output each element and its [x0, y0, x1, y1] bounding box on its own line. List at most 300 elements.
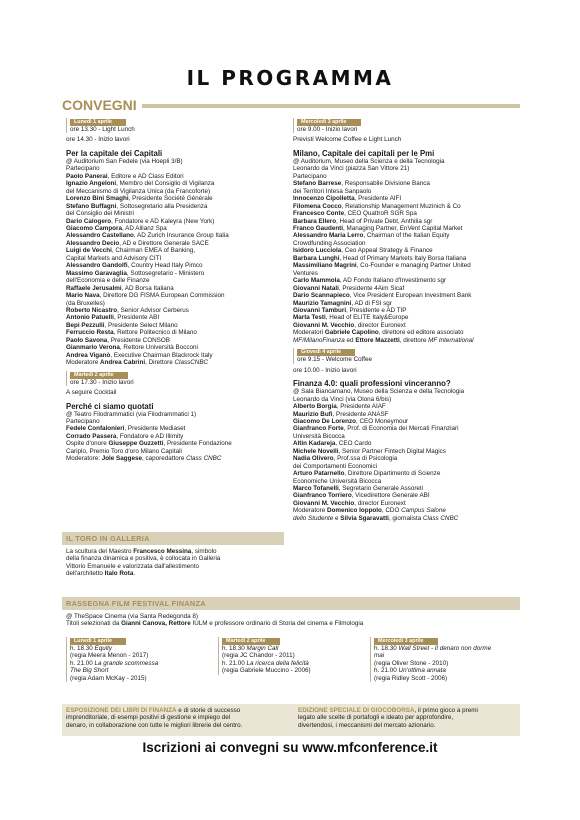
speaker-name: Maurizio Tamagnini — [293, 299, 352, 307]
speaker-name: Stefano Barrese — [293, 180, 342, 188]
speaker-role: , AD Fondo Italiano d'Investimento sgr — [339, 277, 447, 285]
day4-time-1: ore 9.15 - Welcome Coffee — [297, 356, 373, 364]
speaker-row — [66, 322, 286, 329]
day2-time-2: A seguire Cocktail — [66, 389, 117, 397]
film-line — [70, 675, 206, 682]
speaker-role: , Presidente ABI — [113, 314, 160, 322]
speaker-role: Ospite d'onore — [66, 440, 109, 448]
speaker-role: , Ceo Appeal Strategy & Finance — [341, 247, 433, 255]
speaker-name: Isidoro Lucciola — [293, 247, 342, 255]
toro-heading: IL TORO IN GALLERIA — [62, 532, 284, 545]
speaker-row — [66, 292, 286, 299]
expo-line — [66, 707, 288, 714]
speaker-role: , Country Head Italy Pimco — [127, 262, 203, 270]
film-day-box — [66, 637, 206, 682]
speaker-row — [293, 218, 513, 225]
day2-event-title: Perché ci siamo quotati — [66, 401, 154, 411]
speaker-row — [293, 418, 513, 425]
moderator-role: , giornalista — [388, 514, 423, 522]
expo-giocoborsa — [298, 707, 520, 729]
speaker-role: (da Bruxelles) — [66, 299, 105, 307]
speaker-name: Alessandro Decio — [66, 239, 120, 247]
speaker-row — [293, 448, 513, 455]
day3-speaker-list — [293, 180, 513, 329]
day3-time-2: Previsti Welcome Coffee e Light Lunch — [293, 136, 402, 144]
day4-block — [293, 348, 513, 363]
day1-moderator — [66, 359, 286, 366]
expo-heading: EDIZIONE SPECIALE DI GIOCOBORSA — [298, 707, 415, 714]
day2-venue: @ Teatro Filodrammatici (via Filodrammatici 1) — [66, 410, 197, 418]
speaker-row — [293, 440, 513, 447]
toro-text-part: La scultura del Maestro — [66, 548, 134, 555]
speaker-row — [66, 270, 286, 277]
speaker-name: Giacomo De Lorenzo — [293, 417, 356, 425]
speaker-role: , AD Allianz Spa — [122, 224, 167, 232]
speaker-role: , Head of Primary Markets Italy Borsa Italiana — [339, 254, 467, 262]
speaker-role: Università Bicocca — [293, 432, 345, 440]
speaker-name: Raffaele Jerusalmi — [66, 284, 122, 292]
speaker-name: Massimo Garavaglia — [66, 269, 127, 277]
speaker-role: , Presidente AIAF — [336, 403, 386, 411]
speaker-role: del Meccanismo di Vigilanza Unica (da Francoforte) — [66, 187, 211, 195]
speaker-role: , AD Borsa Italiana — [121, 284, 174, 292]
speaker-row — [293, 270, 513, 277]
speaker-row — [66, 203, 286, 210]
speaker-row — [293, 255, 513, 262]
day2-tag: Martedì 2 aprile — [70, 372, 128, 379]
day1-tag: Lunedì 1 aprile — [70, 119, 126, 126]
speaker-role: , Senior Advisor Cerberus — [117, 306, 189, 314]
curator-prefix: Titoli selezionati da — [66, 620, 122, 628]
speaker-row — [66, 262, 286, 269]
speaker-name: Marco Tofanelli — [293, 485, 339, 493]
film-lines — [374, 645, 510, 682]
speaker-role: , Chairman of the Italian Equity — [363, 232, 450, 240]
speaker-row — [293, 247, 513, 254]
speaker-role: , director Euronext — [354, 499, 406, 507]
speaker-role: , CEO Moneymour — [355, 417, 409, 425]
speaker-name: Massimiliano Magrini — [293, 262, 357, 270]
moderator-role: , caporedattore — [141, 455, 187, 463]
day4-event-title: Finanza 4.0: quali professioni vinceranno? — [293, 379, 451, 389]
film-detail: (regia Adam McKay - 2015) — [70, 674, 147, 682]
toro-text-part: , simbolo — [191, 548, 217, 555]
film-line — [222, 660, 358, 667]
speaker-name: Francesco Conte — [293, 210, 345, 218]
speaker-role: , Presidente 4Aim Sicaf — [338, 284, 405, 292]
speaker-name: Corrado Passera — [66, 432, 117, 440]
speaker-name: Nadia Olivero — [293, 455, 334, 463]
toro-architect: Italo Rota — [104, 570, 134, 578]
speaker-row — [66, 180, 286, 187]
film-lines — [222, 645, 358, 675]
moderator-outlet: Class CNBC — [186, 455, 222, 463]
moderator-prefix: Moderatori — [293, 329, 325, 337]
film-detail: h. 21.00 — [222, 659, 247, 667]
speaker-name: Giacomo Campora — [66, 224, 122, 232]
speaker-name: Giovanni M. Vecchio — [293, 499, 355, 507]
film-title: Equity — [94, 645, 113, 652]
film-detail: h. 21.00 — [70, 659, 95, 667]
day4-venue-1: @ Sala Biancamano, Museo della Scienza e della Tecnologia — [293, 388, 465, 396]
speaker-row — [293, 285, 513, 292]
speaker-name: Innocenzo Cipolletta — [293, 195, 355, 203]
rassegna-venue: @ TheSpace Cinema (via Santa Redegonda 8) — [66, 613, 198, 620]
day3-block — [293, 118, 513, 133]
film-line — [70, 652, 206, 659]
speaker-role: Ventures — [293, 269, 318, 277]
film-line — [70, 667, 206, 674]
expo-band — [62, 704, 520, 736]
speaker-role: , AD Zurich Insurance Group Italia — [133, 232, 229, 240]
day4-speaker-list — [293, 403, 513, 507]
speaker-name: Paolo Panerai — [66, 172, 108, 180]
speaker-row — [293, 225, 513, 232]
film-detail: (regia Gabriele Muccino - 2006) — [222, 667, 311, 675]
speaker-row — [293, 500, 513, 507]
speaker-name: Giovanni M. Vecchio — [293, 321, 355, 329]
day2-speaker-row — [66, 440, 286, 447]
day2-moderator — [66, 455, 286, 462]
speaker-role: , Chairman EMEA of Banking, — [111, 247, 196, 255]
speaker-role: , Membro del Consiglio di Vigilanza — [116, 180, 215, 188]
day3-venue-1: @ Auditorium, Museo della Scienza e della Tecnologia — [293, 157, 445, 165]
day3-venue-2: Leonardo da Vinci (piazza San Vittore 21) — [293, 165, 410, 173]
film-detail: h. 18.30 — [70, 645, 95, 652]
curator-role: IULM e professore ordinario di Storia del cinema e Filmologia — [190, 620, 364, 628]
speaker-role: , Editore e AD Class Editori — [107, 172, 184, 180]
speaker-role: , CEO QuattroR SGR Spa — [344, 210, 417, 218]
speaker-row — [293, 425, 513, 432]
expo-line: imprenditoriale, di esempi positivi di gestione e impiego del — [66, 714, 231, 722]
film-title: Un'ottima annata — [398, 667, 446, 675]
day2-block — [66, 371, 286, 386]
expo-heading: ESPOSIZIONE DEI LIBRI DI FINANZA — [66, 707, 177, 714]
speaker-name: Bepi Pezzulli — [66, 321, 105, 329]
film-detail: (regia Ridley Scott - 2006) — [374, 674, 448, 682]
speaker-name: Arturo Patarnello — [293, 470, 345, 478]
film-day-2 — [218, 637, 358, 675]
day3-tag: Mercoledì 3 aprile — [297, 119, 361, 126]
speaker-name: Dario Scannapieco — [293, 292, 350, 300]
speaker-role: , Managing Partner, EnVent Capital Market — [343, 224, 463, 232]
film-detail: (regia Oliver Stone - 2010) — [374, 659, 449, 667]
film-line — [374, 645, 510, 652]
speaker-row — [66, 255, 286, 262]
speaker-role: , Presidente Mediaset — [124, 425, 186, 433]
right-column — [293, 118, 513, 522]
expo-line — [298, 707, 520, 714]
expo-text: e di storie di successo — [176, 707, 241, 714]
speaker-name: Mario Nava — [66, 292, 100, 300]
speaker-name: Maurizio Bufi — [293, 410, 333, 418]
speaker-row — [293, 262, 513, 269]
film-line — [222, 645, 358, 652]
speaker-role: , Head of ELITE Italy&Europe — [325, 314, 409, 322]
speaker-row — [293, 210, 513, 217]
expo-text: , il primo gioco a premi — [414, 707, 478, 714]
speaker-name: Michele Novelli — [293, 447, 339, 455]
speaker-name: Andrea Viganò — [66, 351, 111, 359]
film-title: Margin Call — [246, 645, 279, 652]
day3-time-1: ore 9.00 - Inizio lavori — [297, 126, 358, 133]
film-detail: (regia Meera Menon - 2017) — [70, 652, 149, 660]
day4-tag: Giovedì 4 aprile — [297, 349, 355, 356]
film-title: La grande scommessa — [94, 659, 159, 667]
speaker-name: Giuseppe Guzzetti — [108, 440, 164, 448]
day1-time-2: ore 14.30 - Inizio lavori — [66, 136, 130, 144]
speaker-role: , Direttore DG FISMA European Commission — [99, 292, 225, 300]
speaker-row — [66, 240, 286, 247]
speaker-name: Paolo Savona — [66, 336, 108, 344]
speaker-role: , Head of Private Debt, Anthilia sgr — [336, 217, 433, 225]
day1-speaker-list — [66, 173, 286, 359]
speaker-name: Alessandro Gandolfi — [66, 262, 128, 270]
left-column — [66, 118, 286, 463]
speaker-row — [66, 352, 286, 359]
speaker-role: , Presidente CONSOB — [107, 336, 170, 344]
film-day-box — [370, 637, 510, 682]
speaker-role: dei Territori Intesa Sanpaolo — [293, 187, 372, 195]
speaker-row — [293, 492, 513, 499]
speaker-row — [293, 195, 513, 202]
moderator-prefix: Moderatore — [293, 507, 327, 515]
speaker-row — [293, 314, 513, 321]
speaker-role: , Rettore Politecnico di Milano — [113, 329, 197, 337]
speaker-role: , Prof. di Economia dei Mercati Finanziari — [343, 425, 459, 433]
speaker-role: , Vice President European Investment Bank — [349, 292, 472, 300]
speaker-name: Ferruccio Resta — [66, 329, 114, 337]
speaker-row — [66, 344, 286, 351]
film-title: mai — [374, 652, 385, 660]
moderator-name: Silvia Sgaravatti — [340, 514, 389, 522]
speaker-row — [293, 232, 513, 239]
speaker-row — [66, 232, 286, 239]
moderator-outlet: MF/MilanoFinanza — [293, 336, 345, 344]
speaker-role: , Executive Chairman Blackrock Italy — [110, 351, 213, 359]
speaker-role: , Sottosegretario - Ministero — [126, 269, 205, 277]
rassegna-film — [62, 597, 520, 682]
moderator-joiner: ed — [344, 336, 356, 344]
moderator-name: Jole Saggese — [101, 455, 142, 463]
day1-block — [66, 118, 286, 133]
film-line — [374, 675, 510, 682]
film-title: The Big Short — [70, 667, 109, 675]
speaker-role: , Vicedirettore Generale ABI — [351, 492, 430, 500]
day4-venue-2: Leonardo da Vinci (via Olona 6/bis) — [293, 395, 392, 403]
film-detail: (regia JC Chandor - 2011) — [222, 652, 295, 660]
speaker-row — [66, 337, 286, 344]
day1-event-title: Per la capitale dei Capitali — [66, 148, 163, 158]
day4-time-2: ore 10.00 - Inizio lavori — [293, 366, 357, 374]
speaker-name: Roberto Nicastro — [66, 306, 118, 314]
film-day-1 — [66, 637, 206, 682]
film-lines — [70, 645, 206, 682]
film-line — [374, 667, 510, 674]
speaker-role: , Presidente Société Générale — [128, 195, 213, 203]
day1-partecipano: Partecipano — [66, 165, 100, 173]
speaker-name: Altin Kadareja — [293, 440, 336, 448]
speaker-role: , AD e Direttore Generale SACE — [119, 239, 209, 247]
film-line — [374, 660, 510, 667]
speaker-name: Dario Calogero — [66, 217, 112, 225]
film-line — [222, 667, 358, 674]
speaker-row — [293, 322, 513, 329]
speaker-row — [66, 329, 286, 336]
moderator-name: Andrea Cabrini — [99, 359, 146, 367]
moderator-role: , CDO — [381, 507, 402, 515]
speaker-row — [66, 225, 286, 232]
speaker-row — [66, 173, 286, 180]
speaker-name: Barbara Lunghi — [293, 254, 340, 262]
film-day-tag: Lunedì 1 aprile — [70, 638, 126, 645]
curator-name: Gianni Canova, Rettore — [121, 620, 191, 628]
speaker-name: Gianmario Verona — [66, 344, 120, 352]
film-day-tag: Martedì 2 aprile — [222, 638, 280, 645]
speaker-role: , Fondatore e AD Kaleyra (New York) — [111, 217, 215, 225]
toro-in-galleria — [62, 532, 284, 594]
moderator-role: , direttore ed editore associato — [378, 329, 464, 337]
moderator-prefix: Moderatore: — [66, 455, 102, 463]
film-line — [222, 652, 358, 659]
moderator-role: , Direttore — [145, 359, 175, 367]
day2-speaker-row — [66, 425, 286, 432]
day4-moderator-2 — [293, 515, 513, 522]
speaker-role: , Direttore Dipartimento di Scienze — [344, 470, 441, 478]
speaker-name: Carlo Mammola — [293, 277, 340, 285]
speaker-row — [66, 307, 286, 314]
speaker-row — [293, 240, 513, 247]
speaker-row — [66, 188, 286, 195]
speaker-role: , Co-Founder e managing Partner United — [356, 262, 471, 270]
film-detail: h. 18.30 — [374, 645, 399, 652]
day2-speaker-row — [66, 448, 286, 455]
day3-partecipano: Partecipano — [293, 172, 327, 180]
speaker-row — [293, 277, 513, 284]
speaker-name: Ignazio Angeloni — [66, 180, 117, 188]
speaker-row — [293, 203, 513, 210]
speaker-row — [293, 292, 513, 299]
speaker-row — [66, 285, 286, 292]
speaker-name: Barbara Ellero — [293, 217, 337, 225]
registration-link[interactable]: Iscrizioni ai convegni su www.mfconference.it — [142, 740, 438, 755]
speaker-role: , Responsabile Divisione Banca — [341, 180, 430, 188]
rassegna-curator — [62, 620, 520, 627]
speaker-name: Luigi de Vecchi — [66, 247, 112, 255]
speaker-role: Economiche Università Bicocca — [293, 477, 382, 485]
speaker-name: Filomena Cocco — [293, 202, 342, 210]
speaker-row — [66, 210, 286, 217]
moderator-name: Gabriele Capolino — [324, 329, 379, 337]
speaker-role: , Presidente e AD TIP — [346, 306, 407, 314]
toro-line: Vittorio Emanuele e valorizzata dall'allestimento — [66, 562, 200, 570]
speaker-role: , Rettore Università Bocconi — [119, 344, 198, 352]
day1-venue: @ Auditorium San Fedele (via Hoepli 3/B) — [66, 157, 183, 165]
film-day-box — [218, 637, 358, 675]
moderator-outlet: MF International — [428, 336, 474, 344]
film-line — [70, 645, 206, 652]
speaker-row — [293, 307, 513, 314]
film-title: La ricerca della felicità — [246, 659, 309, 667]
convegni-header — [62, 96, 520, 114]
speaker-role: Crowdfunding Association — [293, 239, 366, 247]
speaker-row — [293, 470, 513, 477]
speaker-role: , AD di FSI sgr — [351, 299, 392, 307]
moderator-joiner: e — [333, 514, 341, 522]
speaker-role: , Senior Partner Fintech Digital Magics — [338, 447, 446, 455]
speaker-name: Alessandro Maria Lerro — [293, 232, 364, 240]
moderator-role: , direttore — [399, 336, 429, 344]
expo-line: denaro, in collaborazione con tutte le migliori librerie del centro. — [66, 721, 243, 729]
moderator-outlet: dello Studente — [293, 514, 334, 522]
speaker-name: Marta Testi — [293, 314, 326, 322]
film-detail: h. 18.30 — [222, 645, 247, 652]
speaker-row — [293, 188, 513, 195]
speaker-row — [293, 433, 513, 440]
speaker-name: Alberto Borgia — [293, 403, 337, 411]
speaker-role: , Presidente AIFI — [354, 195, 402, 203]
film-day-tag: Mercoledì 3 aprile — [374, 638, 438, 645]
day2-partecipano: Partecipano — [66, 417, 100, 425]
speaker-name: Franco Gaudenti — [293, 224, 344, 232]
day1-time-1: ore 13.30 - Light Lunch — [70, 126, 135, 133]
moderator-name: Domenico Ioppolo — [326, 507, 382, 515]
speaker-row — [66, 300, 286, 307]
toro-text — [62, 545, 284, 581]
speaker-row — [293, 300, 513, 307]
speaker-row — [66, 277, 286, 284]
film-line — [374, 652, 510, 659]
moderator-name: Ettore Mazzetti — [355, 336, 400, 344]
speaker-name: Giovanni Natali — [293, 284, 339, 292]
toro-text-part: . — [133, 570, 136, 578]
speaker-name: Gianfranco Torriero — [293, 492, 352, 500]
toro-text-part: dell'architetto — [66, 570, 105, 578]
speaker-role: dei Comportamenti Economici — [293, 462, 377, 470]
speaker-row — [293, 403, 513, 410]
speaker-row — [66, 247, 286, 254]
speaker-role: , Presidente Select Milano — [104, 321, 178, 329]
moderator-outlet: Class CNBC — [422, 514, 459, 522]
film-line — [70, 660, 206, 667]
expo-libri — [66, 707, 288, 729]
toro-line: della finanza dinamica e positiva, è collocata in Galleria — [66, 555, 221, 563]
speaker-row — [66, 314, 286, 321]
speaker-role: , Segretario Generale Assoreti — [338, 485, 424, 493]
speaker-role: , Relationship Management Muzinich & Co — [341, 202, 461, 210]
day3-event-title: Milano, Capitale dei capitali per le Pmi — [293, 148, 435, 158]
speaker-name: Lorenzo Bini Smaghi — [66, 195, 129, 203]
speaker-role: Capital Markets and Advisory CITI — [66, 254, 162, 262]
day3-moderator-2 — [293, 337, 513, 344]
speaker-name: Antonio Patuelli — [66, 314, 114, 322]
expo-line: legato alle scelte di portafogli e ideato per approfondire, — [298, 714, 454, 722]
day2-time-1: ore 17.30 - Inizio lavori — [70, 378, 134, 386]
speaker-name: Alessandro Castellano — [66, 232, 134, 240]
speaker-name: Stefano Buffagni — [66, 202, 117, 210]
speaker-role: dell'Economia e delle Finanze — [66, 277, 150, 285]
speaker-role: , Prof.ssa di Psicologia — [333, 455, 398, 463]
toro-artist: Francesco Messina — [133, 548, 192, 555]
speaker-role: , CEO Cardo — [335, 440, 372, 448]
speaker-row — [293, 485, 513, 492]
speaker-role: , Presidente ANASF — [332, 410, 389, 418]
film-title: Wall Street - Il denaro non dorme — [398, 645, 492, 652]
speaker-row — [293, 411, 513, 418]
speaker-role: , Presidente Fondazione — [163, 440, 232, 448]
speaker-row — [66, 195, 286, 202]
film-day-3 — [370, 637, 510, 682]
